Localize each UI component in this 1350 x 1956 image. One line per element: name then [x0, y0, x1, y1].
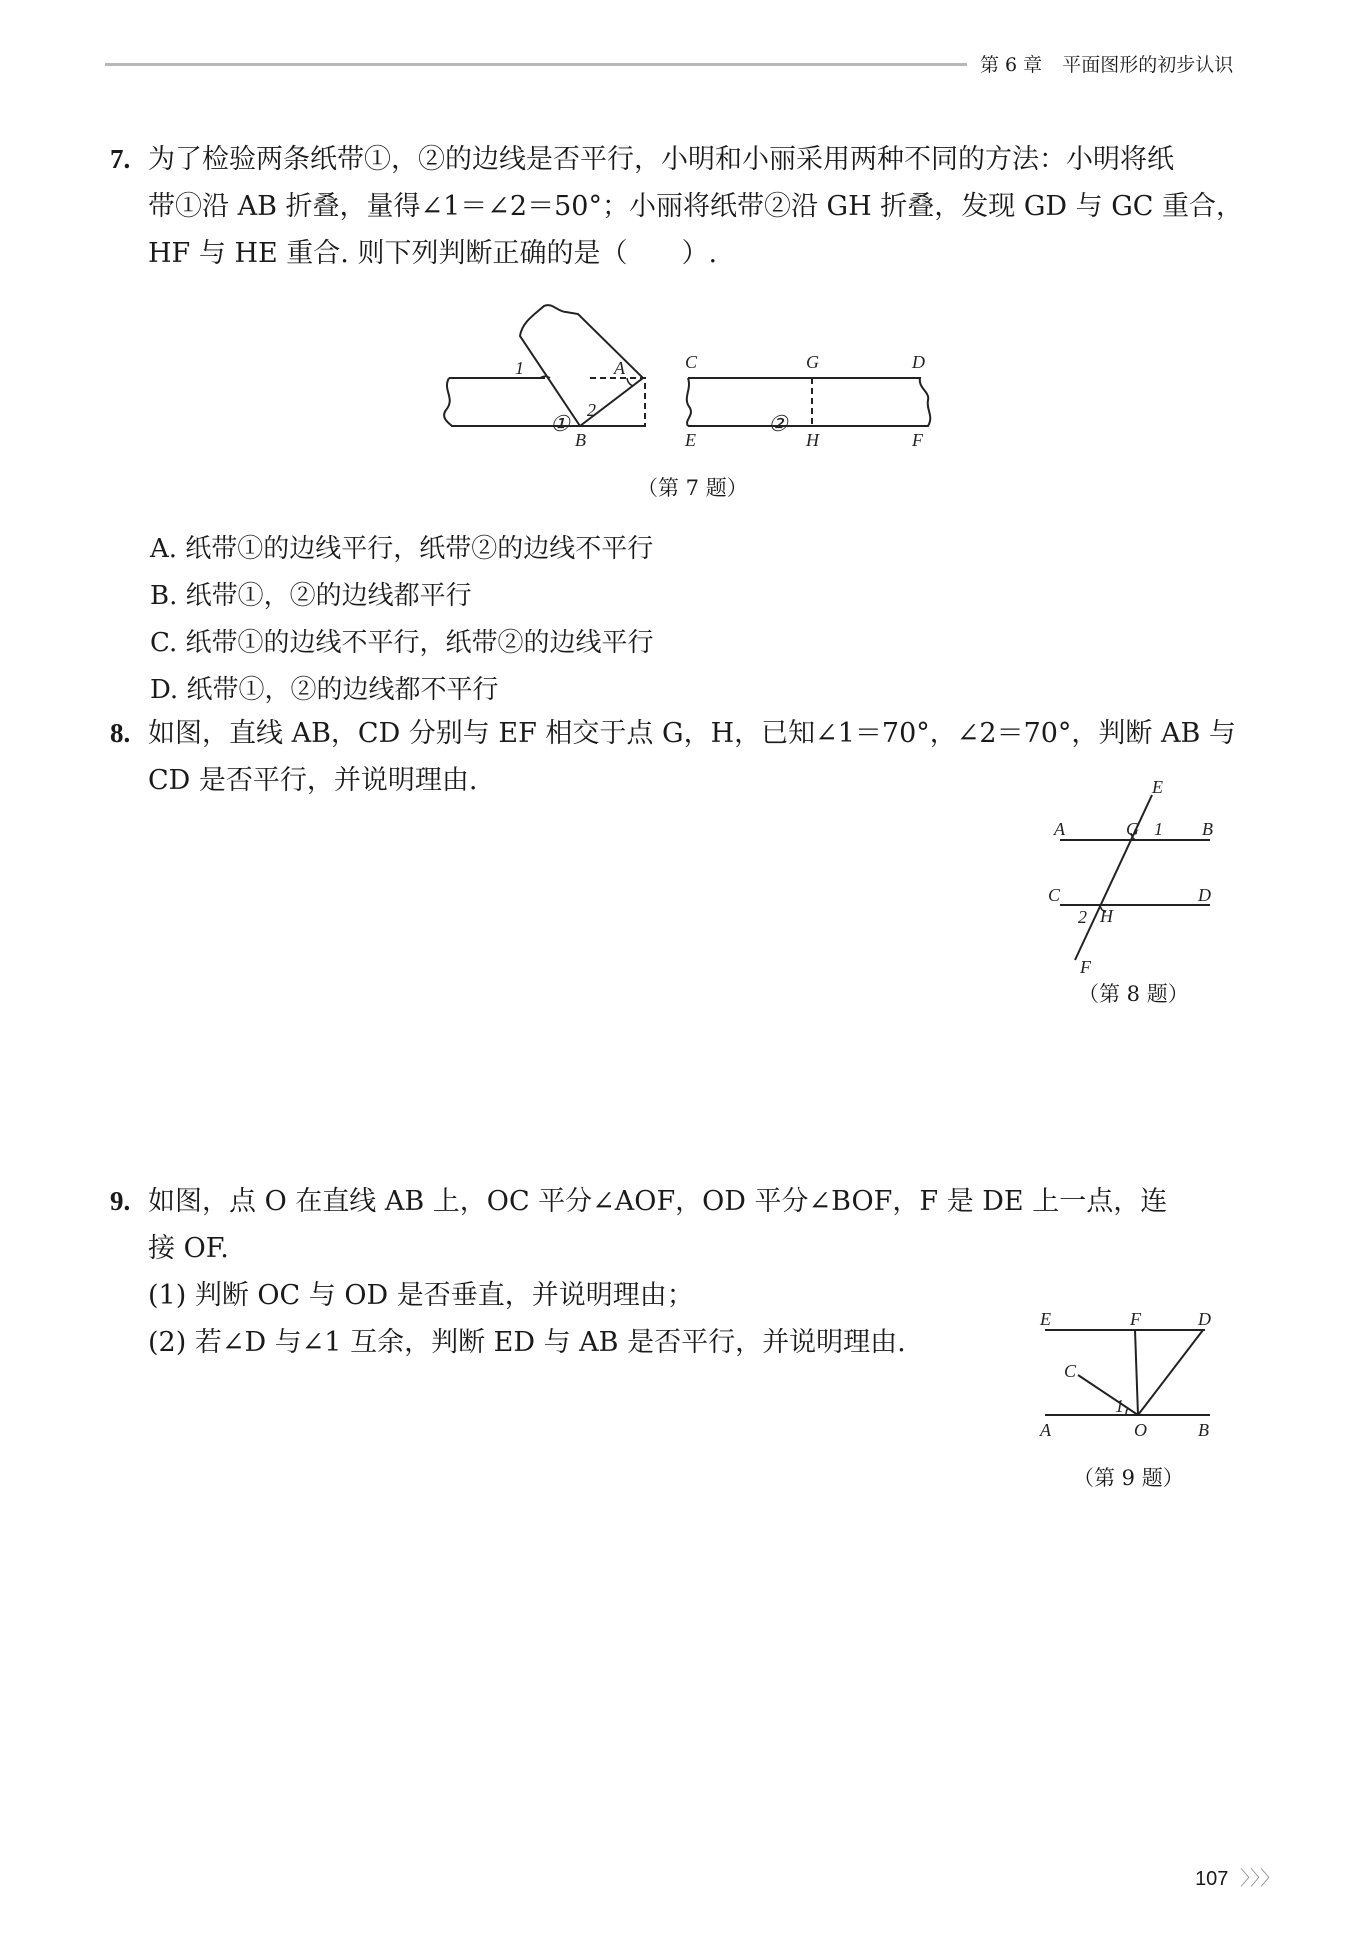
q9-subquestion-2: (2) 若∠D 与∠1 互余，判断 ED 与 AB 是否平行，并说明理由. [148, 1327, 906, 1358]
q8-point-B: B [1202, 819, 1213, 839]
q7-number: 7. [110, 144, 131, 174]
q8-point-A: A [1054, 819, 1065, 839]
chapter-title: 平面图形的初步认识 [1062, 54, 1234, 76]
q7-line-2: 带①沿 AB 折叠，量得∠1＝∠2＝50°；小丽将纸带②沿 GH 折叠，发现 GD 与 GC 重合， [148, 191, 1244, 222]
q8-angle-2: 2 [1078, 907, 1087, 927]
chevrons-right-icon: 〉〉〉 [1240, 1868, 1280, 1890]
q7-label-2: 2 [587, 400, 596, 420]
q8-point-C: C [1048, 885, 1061, 905]
q7-point-B: B [575, 430, 586, 450]
q7-option-c: C. 纸带①的边线不平行，纸带②的边线平行 [150, 628, 654, 658]
q7-line-3: HF 与 HE 重合. 则下列判断正确的是（ ）. [148, 238, 718, 269]
q9-segment-od [1138, 1330, 1203, 1415]
q7-option-d: D. 纸带①，②的边线都不平行 [150, 675, 499, 705]
q7-point-C: C [685, 352, 698, 372]
q9-line-2: 接 OF. [148, 1233, 229, 1264]
q9-number: 9. [110, 1186, 131, 1216]
q7-line-1: 为了检验两条纸带①，②的边线是否平行，小明和小丽采用两种不同的方法：小明将纸 [148, 144, 1174, 175]
q9-point-A: A [1040, 1420, 1051, 1440]
header-rule [105, 63, 967, 66]
q7-point-F: F [912, 430, 923, 450]
q8-caption: （第 8 题） [1078, 982, 1189, 1006]
q7-angle2-arc [627, 378, 633, 386]
q7-option-b: B. 纸带①，②的边线都平行 [150, 581, 472, 611]
q7-caption: （第 7 题） [637, 476, 748, 500]
q7-strip1-label: ① [550, 411, 570, 436]
q9-angle1-arc [1126, 1408, 1128, 1415]
q8-line-ef [1075, 795, 1152, 960]
q8-point-E: E [1152, 777, 1163, 797]
q9-caption: （第 9 题） [1073, 1466, 1184, 1490]
running-header [980, 50, 1233, 77]
q8-angle-1: 1 [1154, 819, 1163, 839]
q9-subquestion-1: (1) 判断 OC 与 OD 是否垂直，并说明理由； [148, 1280, 694, 1311]
q9-point-B: B [1198, 1420, 1209, 1440]
q9-line-1: 如图，点 O 在直线 AB 上，OC 平分∠AOF，OD 平分∠BOF，F 是 DE 上一点，连 [148, 1186, 1168, 1217]
page-number: 107 [1195, 1868, 1229, 1890]
q7-point-H: H [806, 430, 819, 450]
q9-point-E: E [1040, 1309, 1051, 1329]
q9-point-O: O [1134, 1420, 1147, 1440]
q7-point-D: D [912, 352, 925, 372]
q7-point-E: E [685, 430, 696, 450]
q7-strip2-left-end [687, 378, 691, 426]
q9-segment-of [1135, 1330, 1138, 1415]
q9-point-C: C [1064, 1361, 1077, 1381]
q7-strip2-label: ② [768, 411, 788, 436]
figure-9 [1030, 1300, 1230, 1440]
q7-label-1: 1 [515, 358, 524, 378]
q7-strip2 [688, 378, 930, 426]
q9-point-F: F [1130, 1309, 1141, 1329]
q7-point-G: G [806, 352, 819, 372]
figure-8 [1040, 775, 1230, 975]
q8-point-D: D [1198, 885, 1211, 905]
q7-option-a: A. 纸带①的边线平行，纸带②的边线不平行 [150, 534, 654, 564]
q8-line-1: 如图，直线 AB，CD 分别与 EF 相交于点 G，H，已知∠1＝70°，∠2＝70°，判断 AB 与 [148, 718, 1236, 749]
q7-point-A: A [614, 358, 625, 378]
q8-number: 8. [110, 718, 131, 748]
q7-dashed-part [590, 378, 645, 426]
q9-point-D: D [1198, 1309, 1211, 1329]
q9-segment-oc [1078, 1375, 1138, 1415]
chapter-number: 第 6 章 [980, 54, 1043, 76]
q8-point-H: H [1100, 906, 1113, 926]
q8-point-G: G [1126, 819, 1139, 839]
figure-7 [440, 300, 950, 460]
q8-point-F: F [1080, 957, 1091, 975]
q9-angle-1: 1 [1115, 1396, 1124, 1416]
page-footer [1195, 1862, 1280, 1891]
q8-line-2: CD 是否平行，并说明理由. [148, 765, 478, 796]
